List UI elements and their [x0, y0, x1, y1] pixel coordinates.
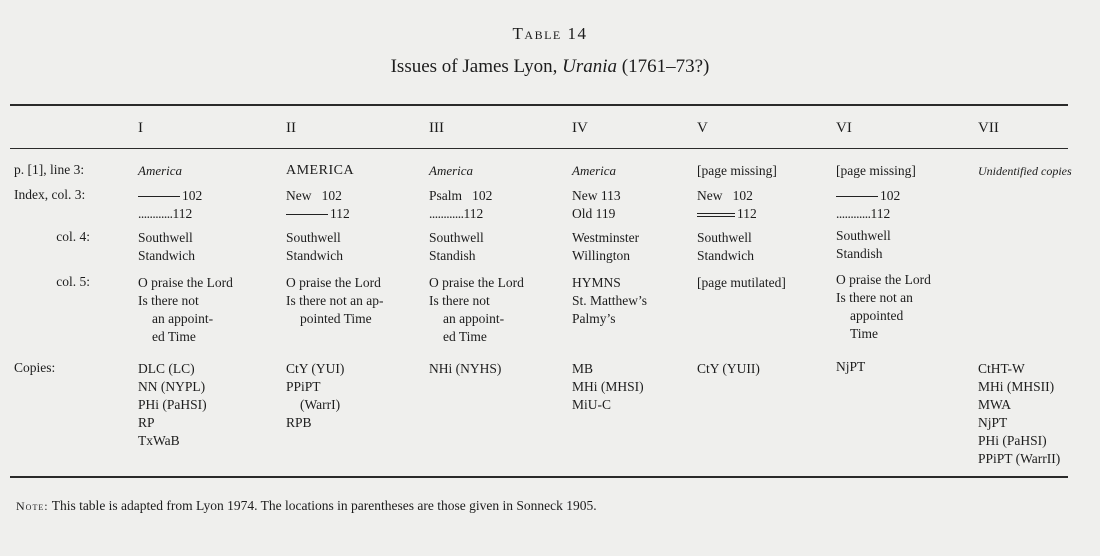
- index-number: 102: [732, 188, 753, 203]
- tune-name: Southwell: [836, 228, 891, 243]
- note-label: Note:: [16, 499, 49, 513]
- index-word: New: [286, 188, 312, 203]
- index-word: New: [697, 188, 723, 203]
- tune-name: Standwich: [286, 248, 343, 263]
- index-cell: [697, 187, 757, 223]
- col4-cell: [572, 229, 639, 265]
- copy-location: NN (NYPL): [138, 379, 206, 394]
- index-cell: [138, 187, 202, 223]
- copy-location: MHi (MHSI): [572, 379, 644, 394]
- text-line: O praise the Lord: [429, 275, 524, 290]
- index-number: 119: [595, 206, 616, 221]
- text-line: O praise the Lord: [138, 275, 233, 290]
- copy-location: PPiPT: [286, 379, 321, 394]
- tune-name: Southwell: [138, 230, 193, 245]
- index-number: 102: [321, 188, 342, 203]
- col5-cell: [429, 274, 524, 346]
- tune-name: Southwell: [697, 230, 752, 245]
- text-line: Palmy’s: [572, 311, 616, 326]
- tune-name: Standish: [429, 248, 476, 263]
- index-cell: [836, 187, 900, 223]
- tune-name: Standish: [836, 246, 883, 261]
- copy-location: MWA: [978, 397, 1011, 412]
- col5-cell: [836, 271, 931, 343]
- header-rule: [10, 148, 1068, 149]
- text-line: St. Matthew’s: [572, 293, 648, 308]
- row-label-col5: col. 5:: [56, 274, 90, 289]
- copy-location: MiU-C: [572, 397, 612, 412]
- copy-location: NjPT: [836, 359, 866, 374]
- col5-cell: [286, 274, 383, 328]
- p1-cell: AMERICA: [286, 163, 355, 178]
- column-header: III: [429, 120, 444, 136]
- copy-location: CtY (YUII): [697, 361, 760, 376]
- copy-location: NjPT: [978, 415, 1008, 430]
- column-header: I: [138, 120, 143, 136]
- row-label-col4: col. 4:: [56, 229, 90, 244]
- index-number: 102: [182, 188, 203, 203]
- copy-location: CtHT-W: [978, 361, 1025, 376]
- copies-cell: [138, 360, 207, 450]
- text-line: [page mutilated]: [697, 275, 786, 290]
- title-suffix: (1761–73?): [617, 56, 710, 77]
- copies-cell: [697, 360, 760, 378]
- text-line: an appoint-: [443, 311, 505, 326]
- table-note: [16, 498, 597, 514]
- tune-name: Willington: [572, 248, 630, 263]
- table-number: Table 14: [512, 24, 588, 43]
- text-line: Is there not: [429, 293, 490, 308]
- copies-cell: [572, 360, 644, 414]
- p1-cell: Unidentified copies: [978, 164, 1072, 178]
- index-word: Old: [572, 206, 593, 221]
- text-line: ed Time: [152, 329, 196, 344]
- p1-cell: America: [572, 163, 617, 178]
- p1-cell: [page missing]: [697, 163, 777, 178]
- note-text: This table is adapted from Lyon 1974. The locations in parentheses are those given in Sonneck 1905.: [48, 498, 597, 513]
- text-line: O praise the Lord: [286, 275, 381, 290]
- col4-cell: [138, 229, 195, 265]
- copies-cell: [978, 360, 1060, 468]
- index-number: 102: [880, 188, 901, 203]
- index-cell: [286, 187, 350, 223]
- copy-location: RP: [138, 415, 155, 430]
- tune-name: Standwich: [138, 248, 195, 263]
- column-header: II: [286, 120, 296, 136]
- copy-location: MB: [572, 361, 594, 376]
- col5-cell: [572, 274, 647, 328]
- p1-cell: [page missing]: [836, 163, 916, 178]
- copy-location: MHi (MHSII): [978, 379, 1055, 394]
- top-rule: [10, 104, 1068, 106]
- text-line: HYMNS: [572, 275, 621, 290]
- index-number: 112: [172, 206, 193, 221]
- dash-mark: [138, 196, 180, 197]
- copy-location: RPB: [286, 415, 312, 430]
- index-cell: [429, 187, 492, 223]
- text-line: Is there not: [138, 293, 199, 308]
- col4-cell: [836, 227, 891, 263]
- copies-cell: [429, 360, 501, 378]
- index-number: 112: [870, 206, 891, 221]
- text-line: pointed Time: [300, 311, 372, 326]
- col4-cell: [429, 229, 484, 265]
- index-number: 113: [600, 188, 621, 203]
- column-header: VII: [978, 120, 999, 136]
- tune-name: Southwell: [286, 230, 341, 245]
- row-label-p1: p. [1], line 3:: [14, 162, 85, 177]
- dot-leader: ............: [429, 206, 464, 221]
- col5-cell: [697, 274, 786, 292]
- copy-location: DLC (LC): [138, 361, 195, 376]
- tune-name: Southwell: [429, 230, 484, 245]
- col5-cell: [138, 274, 233, 346]
- double-dash-mark: [697, 213, 735, 217]
- tune-name: Standwich: [697, 248, 754, 263]
- copy-location: CtY (YUI): [286, 361, 345, 376]
- dash-mark: [286, 214, 328, 215]
- title-prefix: Issues of James Lyon,: [390, 56, 563, 77]
- text-line: appointed: [850, 308, 904, 323]
- bottom-rule: [10, 476, 1068, 478]
- copy-location: (WarrI): [300, 397, 341, 412]
- index-cell: [572, 187, 621, 223]
- index-number: 112: [737, 206, 757, 221]
- text-line: an appoint-: [152, 311, 214, 326]
- copies-cell: [836, 358, 865, 376]
- index-word: New: [572, 188, 598, 203]
- column-header: V: [697, 120, 708, 136]
- column-header: VI: [836, 120, 852, 136]
- text-line: Time: [850, 326, 879, 341]
- copy-location: NHi (NYHS): [429, 361, 502, 376]
- index-number: 112: [463, 206, 484, 221]
- index-word: Psalm: [429, 188, 463, 203]
- dot-leader: ............: [138, 206, 173, 221]
- column-header: IV: [572, 120, 588, 136]
- copies-cell: [286, 360, 344, 432]
- row-label-copies: Copies:: [14, 360, 56, 375]
- row-label-index: Index, col. 3:: [14, 187, 86, 202]
- index-number: 102: [472, 188, 493, 203]
- table-title: [0, 56, 1100, 78]
- text-line: Is there not an: [836, 290, 913, 305]
- p1-cell: America: [138, 163, 183, 178]
- dash-mark: [836, 196, 878, 197]
- text-line: Is there not an ap-: [286, 293, 384, 308]
- copy-location: PHi (PaHSI): [978, 433, 1047, 448]
- copy-location: TxWaB: [138, 433, 180, 448]
- text-line: O praise the Lord: [836, 272, 931, 287]
- copy-location: PPiPT (WarrII): [978, 451, 1061, 466]
- dot-leader: ............: [836, 206, 871, 221]
- col4-cell: [286, 229, 343, 265]
- p1-cell: America: [429, 163, 474, 178]
- index-number: 112: [330, 206, 350, 221]
- tune-name: Westminster: [572, 230, 640, 245]
- title-italic: Urania: [562, 56, 618, 77]
- copy-location: PHi (PaHSI): [138, 397, 207, 412]
- text-line: ed Time: [443, 329, 487, 344]
- col4-cell: [697, 229, 754, 265]
